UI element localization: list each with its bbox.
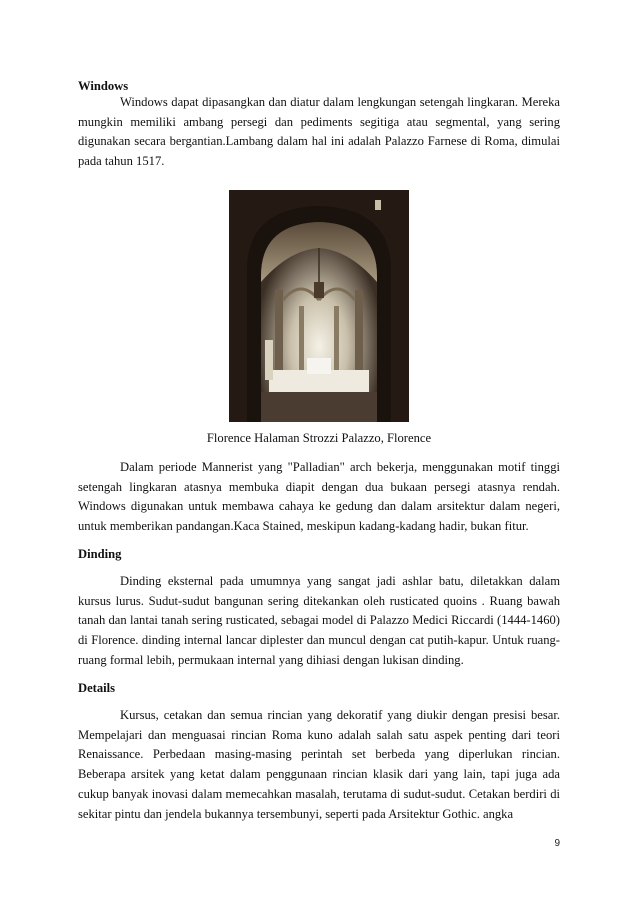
archway-courtyard-photo-icon (229, 190, 409, 422)
paragraph-mannerist: Dalam periode Mannerist yang "Palladian" arch bekerja, menggunakan motif tinggi setengah lingkaran atasnya membuka diapit dengan dua bukaan persegi atasnya rendah. Windows digunakan untuk membawa cahaya ke gedung dan dalam arsitektur dalam negeri, untuk memberikan pandangan.Kaca Stained, meskipun kadang-kadang hadir, bukan fitur. (78, 460, 560, 534)
heading-dinding: Dinding (78, 547, 122, 561)
paragraph-windows: Windows dapat dipasangkan dan diatur dalam lengkungan setengah lingkaran. Mereka mungkin memiliki ambang persegi dan pediments segitiga atau segmental, yang sering digunakan secara bergantian.Lambang dalam hal ini adalah Palazzo Farnese di Roma, dimulai pada tahun 1517. (78, 95, 560, 169)
paragraph-details: Kursus, cetakan dan semua rincian yang dekoratif yang diukir dengan presisi besar. Mempelajari dan menguasai rincian Roma kuno adalah salah satu aspek penting dari teori Renaissance. Perbedaan masing-masing perintah set berbeda yang diperlukan rincian. Beberapa arsitek yang ketat dalam penggunaan rincian klasik dari yang lain, tapi juga ada cukup banyak inovasi dalam memecahkan masalah, terutama di sudut-sudut. Cetakan berdiri di sekitar pintu dan jendela bukannya tersembunyi, seperti pada Arsitektur Gothic. angka (78, 708, 560, 821)
photo-strozzi-courtyard (229, 190, 409, 422)
heading-windows: Windows (78, 79, 129, 93)
heading-details: Details (78, 681, 116, 695)
paragraph-dinding: Dinding eksternal pada umumnya yang sangat jadi ashlar batu, diletakkan dalam kursus lurus. Sudut-sudut bangunan sering ditekankan oleh rusticated quoins . Ruang bawah tanah dan lantai tanah sering rusticated, sebagai model di Palazzo Medici Riccardi (1444-1460) di Florence. dinding internal lancar diplester dan muncul dengan cat putih-kapur. Untuk ruang-ruang formal lebih, permukaan internal yang dihiasi dengan lukisan dinding. (78, 574, 560, 667)
figure-caption: Florence Halaman Strozzi Palazzo, Florence (206, 431, 432, 445)
page-number: 9 (554, 838, 560, 849)
